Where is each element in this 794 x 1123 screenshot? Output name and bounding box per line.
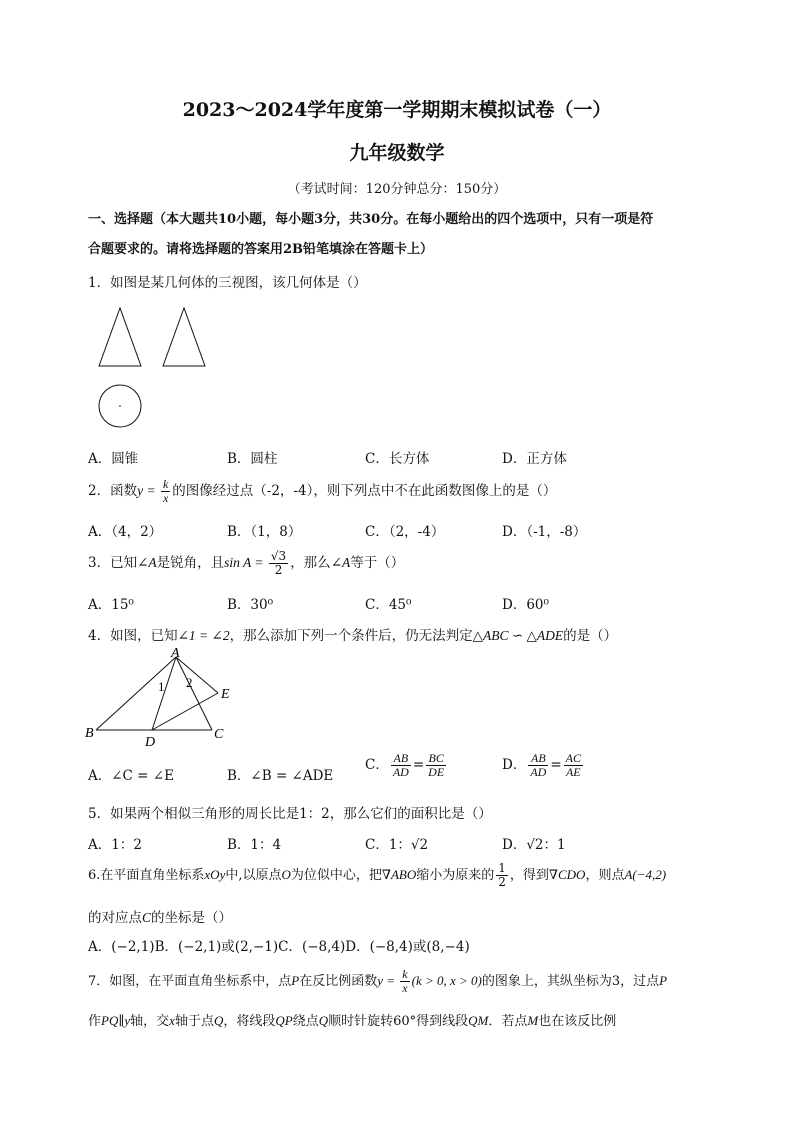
top-view-center-dot (119, 405, 121, 407)
q5-text: 5．如果两个相似三角形的周长比是1：2，那么它们的面积比是（） (88, 806, 492, 822)
exam-info: （考试时间：120分钟总分：150分） (287, 182, 507, 197)
q2-option-c: C．（2，-4） (365, 524, 445, 540)
q1-option-c: C．长方体 (365, 451, 430, 467)
q4-option-c: C． $\frac{AB}{AD}$ = $\frac{BC}{DE}$ (365, 751, 445, 780)
section1-line2: 合题要求的。请将选择题的答案用2B铅笔填涂在答题卡上） (88, 242, 434, 257)
q6-fraction: $\frac{1}{2}$ (498, 861, 506, 890)
q4-triangle-figure (82, 645, 242, 750)
label-angle-2: 2 (186, 675, 193, 690)
q3-option-a: A．15⁰ (88, 597, 134, 613)
q2-option-a: A．（4，2） (88, 524, 163, 540)
label-a: A (171, 646, 180, 661)
label-e: E (221, 687, 230, 702)
label-b: B (85, 726, 94, 741)
q4-text: 4．如图，已知∠1 = ∠2，那么添加下列一个条件后，仍无法判定△ABC ∽ △ADE的是（） (88, 628, 618, 644)
q1-option-d: D．正方体 (502, 451, 567, 467)
q2-text: 2．函数y = $\frac{k}{x}$ 的图像经过点（-2，-4），则下列点中不在此函数图像上的是（） (88, 477, 557, 506)
q3-fraction: $\frac{√3}{2}$ (270, 549, 287, 578)
q1-text: 1．如图是某几何体的三视图，该几何体是（） (88, 275, 367, 291)
label-angle-1: 1 (158, 679, 165, 694)
q5-option-d: D．√2：1 (502, 837, 566, 853)
q7-text-line2: 作PQ∥y轴，交x轴于点Q，将线段QP绕点Q顺时针旋转60°得到线段QM．若点M也在该反比例 (88, 1013, 617, 1029)
q6-text-line2: 的对应点C的坐标是（） (88, 910, 233, 926)
segment-ae (176, 657, 218, 693)
q4-option-d: D． $\frac{AB}{AD}$ = $\frac{AC}{AE}$ (502, 751, 581, 780)
q5-option-a: A．1：2 (88, 837, 142, 853)
q6-options: A．(−2,1)B．(−2,1)或(2,−1)C．(−8,4)D．(−8,4)或(8,−4) (88, 939, 470, 955)
q4-option-a: A．∠C = ∠E (88, 768, 174, 784)
q3-option-b: B．30⁰ (227, 597, 274, 613)
q3-option-d: D．60⁰ (502, 597, 549, 613)
q3-option-c: C．45⁰ (365, 597, 412, 613)
q1-three-views-figure (95, 300, 215, 430)
q2-option-b: B．（1，8） (227, 524, 302, 540)
q2-fraction: $\frac{k}{x}$ (162, 477, 169, 506)
front-view-triangle (99, 308, 141, 366)
q5-option-b: B．1：4 (227, 837, 282, 853)
subject-title: 九年级数学 (349, 142, 445, 164)
label-c: C (214, 727, 224, 742)
q7-fraction: $\frac{k}{x}$ (402, 967, 408, 996)
q3-text: 3．已知∠A是锐角，且sin A = $\frac{√3}{2}$ ，那么∠A等于（） (88, 549, 405, 578)
label-d: D (145, 735, 156, 750)
q6-text-line1: 6.在平面直角坐标系xOy中,以原点O为位似中心，把∇ABO缩小为原来的 $\frac{1}{2}$ ，得到∇CDO，则点A(−4,2) (88, 861, 667, 890)
segment-ac (176, 657, 212, 730)
exam-title: 2023～2024学年度第一学期期末模拟试卷（一） (182, 99, 612, 121)
q1-option-b: B．圆柱 (227, 451, 278, 467)
q2-option-d: D．（-1，-8） (502, 524, 587, 540)
q7-text-line1: 7．如图，在平面直角坐标系中，点P在反比例函数y = $\frac{k}{x}$ (k > 0, x > 0)的图象上，其纵坐标为3，过点P (88, 967, 668, 996)
q5-option-c: C．1：√2 (365, 837, 429, 853)
q4-option-b: B．∠B = ∠ADE (227, 768, 334, 784)
q1-option-a: A．圆锥 (88, 451, 139, 467)
side-view-triangle (163, 308, 205, 366)
section1-line1: 一、选择题（本大题共10小题，每小题3分，共30分。在每小题给出的四个选项中，只有一项是符 (88, 212, 654, 227)
